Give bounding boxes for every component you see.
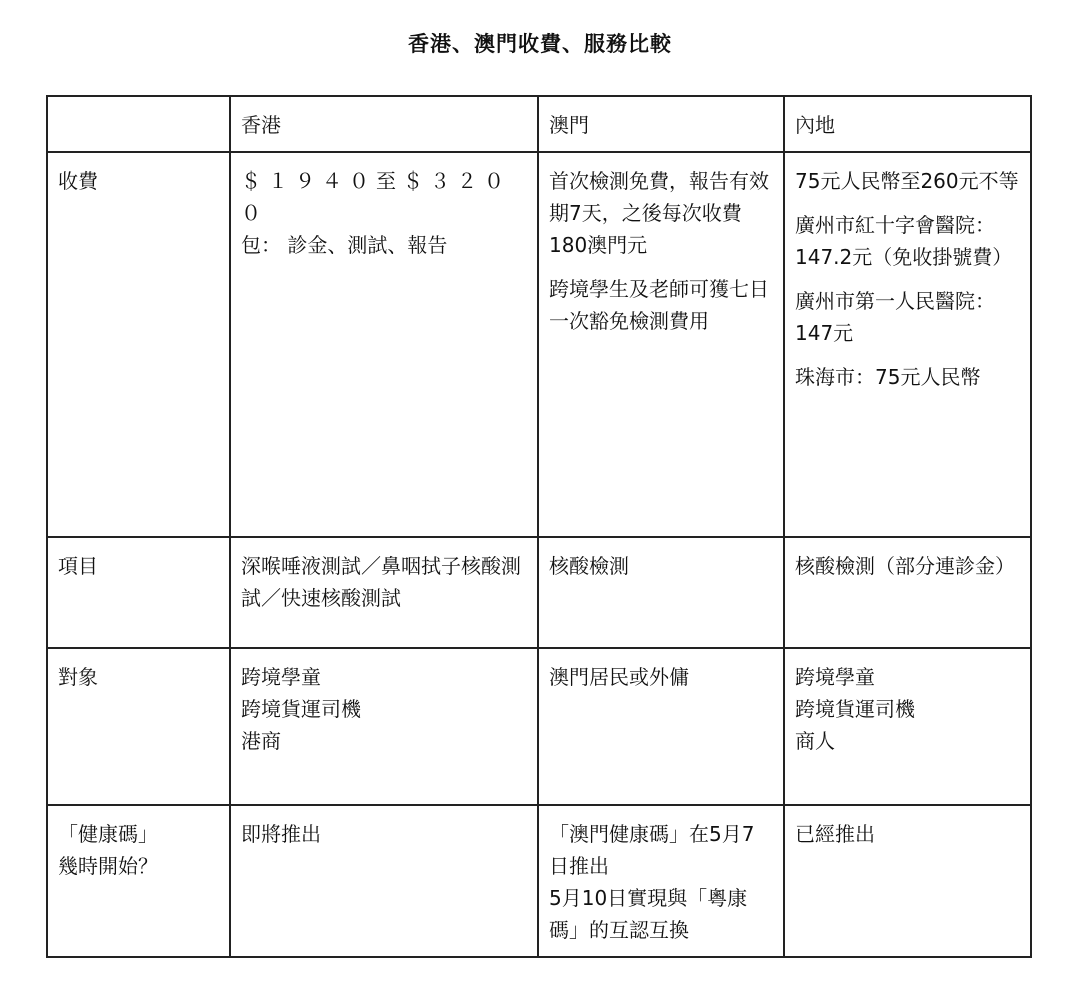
- header-cell-empty: [47, 96, 230, 152]
- cell-item-hongkong: 深喉唾液測試／鼻咽拭子核酸測試／快速核酸測試: [230, 537, 538, 648]
- list-item: 港商: [241, 729, 281, 753]
- cell-item-mainland: 核酸檢測（部分連診金）: [784, 537, 1031, 648]
- cell-health-code-hongkong: 即將推出: [230, 805, 538, 957]
- table-row-health-code: [47, 805, 1031, 957]
- hk-fee-includes: 包： 診金、測試、報告: [241, 233, 448, 257]
- cell-item-macau: 核酸檢測: [538, 537, 784, 648]
- page-title: 香港、澳門收費、服務比較: [408, 32, 672, 56]
- row-label-item: 項目: [47, 537, 230, 648]
- macau-health-code-launch: 「澳門健康碼」在5月7日推出: [549, 822, 755, 878]
- cell-fee-macau: [538, 152, 784, 537]
- health-code-label-line1: 「健康碼」: [58, 822, 158, 846]
- table-row-fee: [47, 152, 1031, 537]
- list-item: 商人: [795, 729, 835, 753]
- mainland-fee-range: 75元人民幣至260元不等: [795, 169, 1019, 193]
- list-item: 跨境貨運司機: [241, 697, 361, 721]
- mainland-fee-redcross: 廣州市紅十字會醫院：147.2元（免收掛號費）: [795, 213, 1013, 269]
- cell-target-mainland: [784, 648, 1031, 805]
- cell-target-macau: 澳門居民或外傭: [538, 648, 784, 805]
- list-item: 跨境學童: [795, 665, 875, 689]
- mainland-fee-zhuhai: 珠海市：75元人民幣: [795, 365, 981, 389]
- table-row-item: [47, 537, 1031, 648]
- list-item: 跨境貨運司機: [795, 697, 915, 721]
- macau-fee-first: 首次檢測免費，報告有效期7天，之後每次收費180澳門元: [549, 169, 769, 257]
- cell-fee-hongkong: [230, 152, 538, 537]
- row-label-fee: 收費: [47, 152, 230, 537]
- macau-health-code-mutual: 5月10日實現與「粵康碼」的互認互換: [549, 886, 748, 942]
- cell-health-code-macau: [538, 805, 784, 957]
- cell-health-code-mainland: 已經推出: [784, 805, 1031, 957]
- list-item: 跨境學童: [241, 665, 321, 689]
- macau-fee-students: 跨境學生及老師可獲七日一次豁免檢測費用: [549, 277, 769, 333]
- header-cell-mainland: 內地: [784, 96, 1031, 152]
- row-label-health-code: [47, 805, 230, 957]
- mainland-fee-first-hospital: 廣州市第一人民醫院：147元: [795, 289, 995, 345]
- table-header-row: [47, 96, 1031, 152]
- header-cell-macau: 澳門: [538, 96, 784, 152]
- comparison-table: [46, 95, 1032, 958]
- cell-target-hongkong: [230, 648, 538, 805]
- table-row-target: [47, 648, 1031, 805]
- row-label-target: 對象: [47, 648, 230, 805]
- hk-fee-range: ＄１９４０至＄３２００: [241, 169, 511, 225]
- health-code-label-line2: 幾時開始？: [58, 854, 158, 878]
- cell-fee-mainland: [784, 152, 1031, 537]
- header-cell-hongkong: 香港: [230, 96, 538, 152]
